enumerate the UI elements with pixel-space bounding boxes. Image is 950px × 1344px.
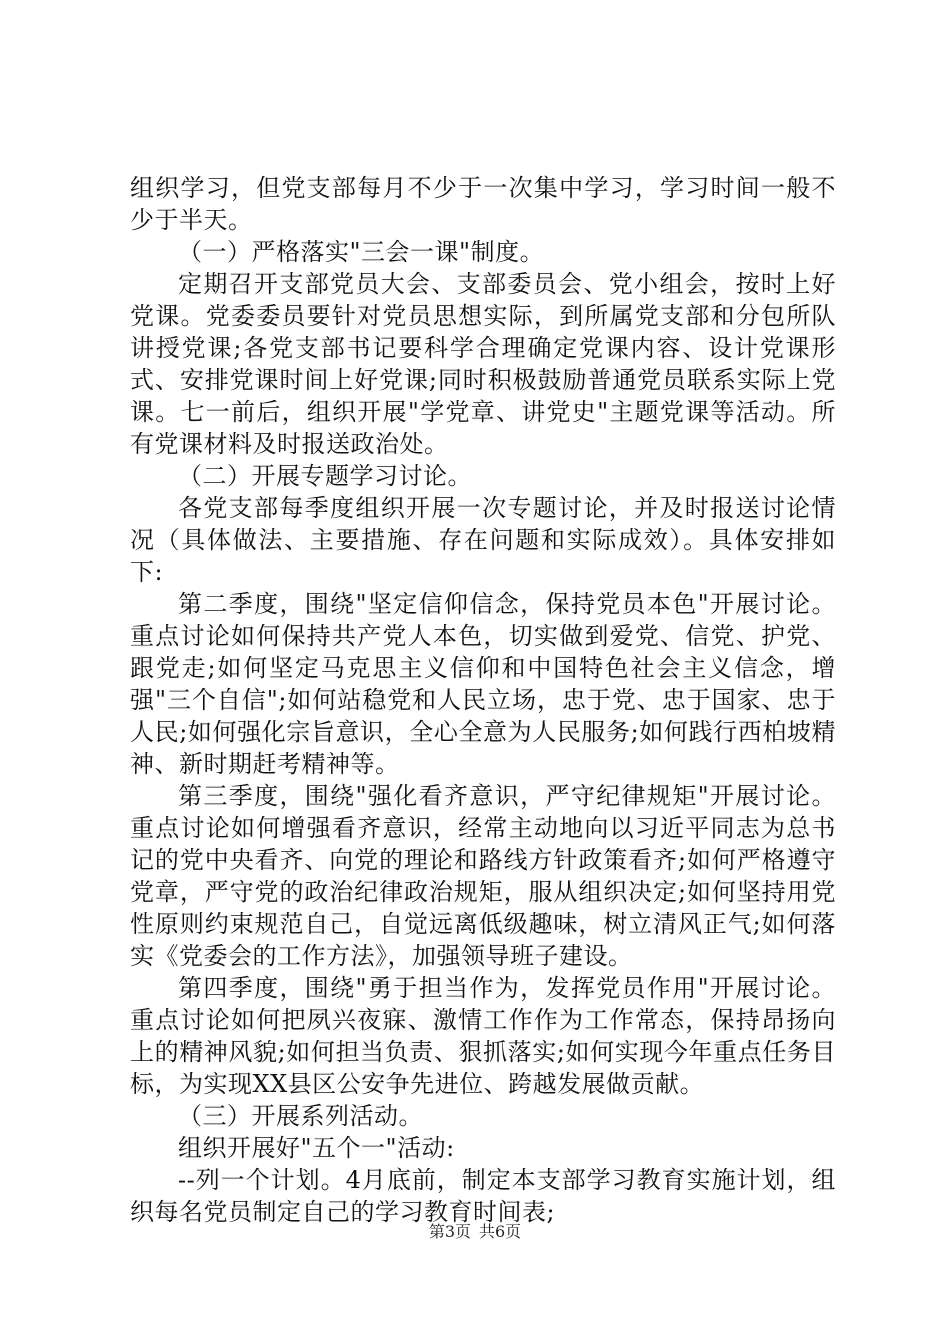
paragraph: 各党支部每季度组织开展一次专题讨论，并及时报送讨论情况（具体做法、主要措施、存在问题和实际成效）。具体安排如下: bbox=[130, 494, 836, 586]
paragraph: 定期召开支部党员大会、支部委员会、党小组会，按时上好党课。党委委员要针对党员思想实际，到所属党支部和分包所队讲授党课;各党支部书记要科学合理确定党课内容、设计党课形式、安排党课时间上好党课;同时积极鼓励普通党员联系实际上党课。七一前后，组织开展"学党章、讲党史"主题党课等活动。所有党课材料及时报送政治处。 bbox=[130, 270, 836, 458]
paragraph: 第三季度，围绕"强化看齐意识，严守纪律规矩"开展讨论。重点讨论如何增强看齐意识，经常主动地向以习近平同志为总书记的党中央看齐、向党的理论和路线方针政策看齐;如何严格遵守党章，严守党的政治纪律政治规矩，服从组织决定;如何坚持用党性原则约束规范自己，自觉远离低级趣味，树立清风正气;如何落实《党委会的工作方法》，加强领导班子建设。 bbox=[130, 782, 836, 970]
paragraph: 第二季度，围绕"坚定信仰信念，保持党员本色"开展讨论。重点讨论如何保持共产党人本色，切实做到爱党、信党、护党、跟党走;如何坚定马克思主义信仰和中国特色社会主义信念，增强"三个自信";如何站稳党和人民立场，忠于党、忠于国家、忠于人民;如何强化宗旨意识，全心全意为人民服务;如何践行西柏坡精神、新时期赶考精神等。 bbox=[130, 590, 836, 778]
paragraph: 第四季度，围绕"勇于担当作为，发挥党员作用"开展讨论。重点讨论如何把夙兴夜寐、激情工作作为工作常态，保持昂扬向上的精神风貌;如何担当负责、狠抓落实;如何实现今年重点任务目标，为实现XX县区公安争先进位、跨越发展做贡献。 bbox=[130, 974, 836, 1098]
paragraph: 组织学习，但党支部每月不少于一次集中学习，学习时间一般不少于半天。 bbox=[130, 174, 836, 234]
section-heading: （二）开展专题学习讨论。 bbox=[178, 462, 472, 490]
section-heading: （三）开展系列活动。 bbox=[178, 1102, 423, 1130]
document-body bbox=[130, 172, 836, 1228]
paragraph: 组织开展好"五个一"活动: bbox=[178, 1134, 455, 1162]
page-footer bbox=[0, 1222, 950, 1242]
section-heading: （一）严格落实"三会一课"制度。 bbox=[178, 238, 545, 266]
page-total: 共6页 bbox=[479, 1222, 522, 1241]
paragraph: --列一个计划。4月底前，制定本支部学习教育实施计划，组织每名党员制定自己的学习教育时间表; bbox=[130, 1166, 836, 1226]
page-number: 第3页 bbox=[428, 1222, 471, 1241]
